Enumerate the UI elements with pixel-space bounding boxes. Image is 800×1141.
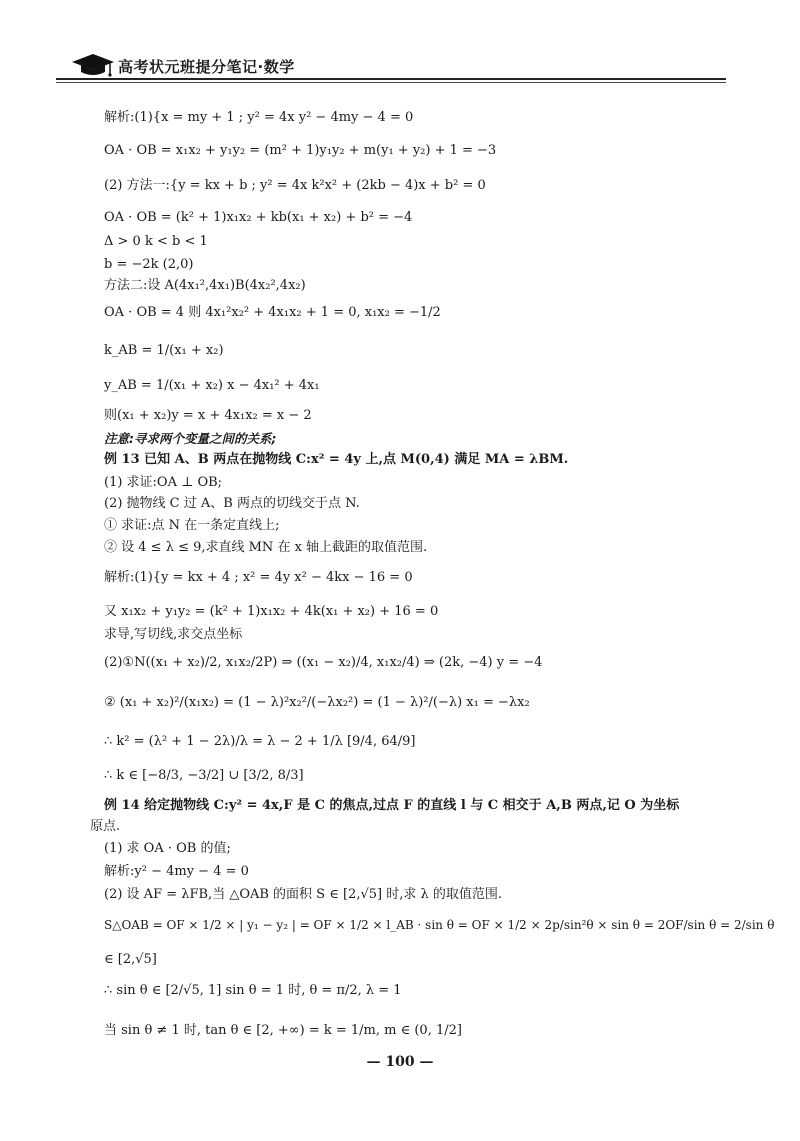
- page-header: [56, 48, 726, 84]
- text-line: 则(x₁ + x₂)y = x + 4x₁x₂ = x − 2: [104, 408, 312, 423]
- text-line: 解析:y² − 4my − 4 = 0: [104, 864, 249, 879]
- text-line: (1) 求 OA · OB 的值;: [104, 841, 231, 856]
- header-title: 高考状元班提分笔记·数学: [118, 58, 295, 76]
- text-line: b = −2k (2,0): [104, 257, 194, 272]
- text-line: (2) 设 AF = λFB,当 △OAB 的面积 S ∈ [2,√5] 时,求 λ 的取值范围.: [104, 887, 502, 902]
- text-line: ∴ k² = (λ² + 1 − 2λ)/λ = λ − 2 + 1/λ [9/4, 64/9]: [104, 734, 416, 749]
- text-line: 解析:(1){x = my + 1 ; y² = 4x y² − 4my − 4 = 0: [104, 110, 414, 125]
- note-line: 注意:寻求两个变量之间的关系;: [104, 431, 277, 446]
- text-line: 求导,写切线,求交点坐标: [104, 627, 243, 642]
- text-line: ① 求证:点 N 在一条定直线上;: [104, 518, 280, 533]
- text-line: OA · OB = 4 则 4x₁²x₂² + 4x₁x₂ + 1 = 0, x₁x₂ = −1/2: [104, 305, 441, 320]
- text-line: 又 x₁x₂ + y₁y₂ = (k² + 1)x₁x₂ + 4k(x₁ + x₂) + 16 = 0: [104, 604, 439, 619]
- text-line: (1) 求证:OA ⊥ OB;: [104, 475, 223, 490]
- example-heading: 例 13 已知 A、B 两点在抛物线 C:x² = 4y 上,点 M(0,4) 满足 MA = λBM.: [104, 452, 569, 467]
- text-line: ∴ k ∈ [−8/3, −3/2] ∪ [3/2, 8/3]: [104, 768, 304, 783]
- text-line: y_AB = 1/(x₁ + x₂) x − 4x₁² + 4x₁: [104, 378, 320, 393]
- text-line: OA · OB = x₁x₂ + y₁y₂ = (m² + 1)y₁y₂ + m(y₁ + y₂) + 1 = −3: [104, 143, 497, 158]
- text-line: ② (x₁ + x₂)²/(x₁x₂) = (1 − λ)²x₂²/(−λx₂²) = (1 − λ)²/(−λ) x₁ = −λx₂: [104, 695, 530, 710]
- text-line: (2) 方法一:{y = kx + b ; y² = 4x k²x² + (2kb − 4)x + b² = 0: [104, 178, 486, 193]
- header-rule: [56, 78, 726, 80]
- example-heading: 例 14 给定抛物线 C:y² = 4x,F 是 C 的焦点,过点 F 的直线 l 与 C 相交于 A,B 两点,记 O 为坐标: [104, 798, 680, 813]
- text-line: Δ > 0 k < b < 1: [104, 234, 208, 249]
- text-line: 方法二:设 A(4x₁²,4x₁)B(4x₂²,4x₂): [104, 278, 306, 293]
- text-line: (2)①N((x₁ + x₂)/2, x₁x₂/2P) ⇒ ((x₁ − x₂)/4, x₁x₂/4) ⇒ (2k, −4) y = −4: [104, 655, 543, 670]
- text-line: ② 设 4 ≤ λ ≤ 9,求直线 MN 在 x 轴上截距的取值范围.: [104, 540, 428, 555]
- text-line: k_AB = 1/(x₁ + x₂): [104, 343, 224, 358]
- text-line: ∴ sin θ ∈ [2/√5, 1] sin θ = 1 时, θ = π/2, λ = 1: [104, 983, 402, 998]
- text-line: 解析:(1){y = kx + 4 ; x² = 4y x² − 4kx − 16 = 0: [104, 570, 413, 585]
- text-line: 原点.: [90, 819, 121, 834]
- text-line: OA · OB = (k² + 1)x₁x₂ + kb(x₁ + x₂) + b² = −4: [104, 210, 413, 225]
- text-line: 当 sin θ ≠ 1 时, tan θ ∈ [2, +∞) = k = 1/m, m ∈ (0, 1/2]: [104, 1023, 462, 1038]
- page-number: — 100 —: [366, 1054, 434, 1070]
- text-line: S△OAB = OF × 1/2 × | y₁ − y₂ | = OF × 1/2 × l_AB · sin θ = OF × 1/2 × 2p/sin²θ × sin θ = 2OF/sin θ = 2/sin θ: [104, 918, 775, 932]
- graduation-cap-icon: [70, 52, 116, 78]
- header-rule-thin: [56, 82, 726, 83]
- text-line: ∈ [2,√5]: [104, 952, 157, 967]
- text-line: (2) 抛物线 C 过 A、B 两点的切线交于点 N.: [104, 496, 360, 511]
